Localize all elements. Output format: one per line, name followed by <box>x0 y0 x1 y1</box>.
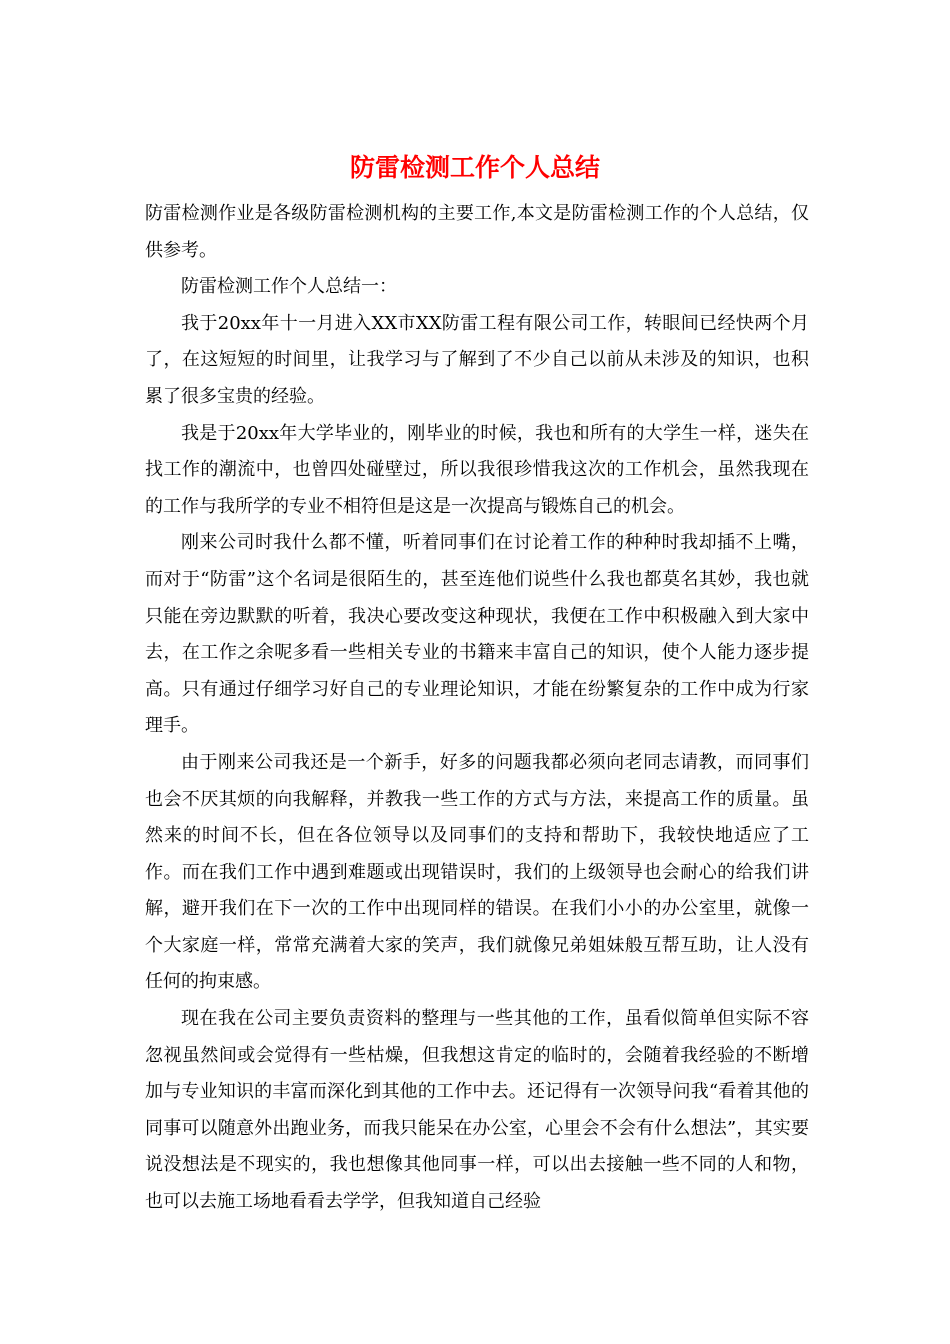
section-heading: 防雷检测工作个人总结一： <box>181 276 397 298</box>
body-paragraph: 我是于20xx年大学毕业的，刚毕业的时候，我也和所有的大学生一样，迷失在找工作的潮流中，也曾四处碰壁过，所以我很珍惜我这次的工作机会，虽然我现在的工作与我所学的专业不相符但是这是一次提高与锻炼自己的机会。 <box>145 422 809 517</box>
body-paragraph: 现在我在公司主要负责资料的整理与一些其他的工作，虽看似简单但实际不容忽视虽然间或会觉得有一些枯燥，但我想这肯定的临时的，会随着我经验的不断增加与专业知识的丰富而深化到其他的工作中去。还记得有一次领导问我“看着其他的同事可以随意外出跑业务，而我只能呆在办公室，心里会不会有什么想法”，其实要说没想法是不现实的，我也想像其他同事一样，可以出去接触一些不同的人和物，也可以去施工场地看看去学学，但我知道自己经验 <box>145 1008 809 1213</box>
document-body <box>145 196 809 1221</box>
body-paragraph: 刚来公司时我什么都不懂，听着同事们在讨论着工作的种种时我却插不上嘴，而对于“防雷”这个名词是很陌生的，甚至连他们说些什么我也都莫名其妙，我也就只能在旁边默默的听着，我决心要改变这种现状，我便在工作中积极融入到大家中去，在工作之余呢多看一些相关专业的书籍来丰富自己的知识，使个人能力逐步提高。只有通过仔细学习好自己的专业理论知识，才能在纷繁复杂的工作中成为行家理手。 <box>145 532 809 737</box>
intro-paragraph: 防雷检测作业是各级防雷检测机构的主要工作,本文是防雷检测工作的个人总结，仅供参考。 <box>145 203 809 261</box>
body-paragraph: 我于20xx年十一月进入XX市XX防雷工程有限公司工作，转眼间已经快两个月了，在这短短的时间里，让我学习与了解到了不少自己以前从未涉及的知识，也积累了很多宝贵的经验。 <box>145 312 809 407</box>
body-paragraph: 由于刚来公司我还是一个新手，好多的问题我都必须向老同志请教，而同事们也会不厌其烦的向我解释，并教我一些工作的方式与方法，来提高工作的质量。虽然来的时间不长，但在各位领导以及同事们的支持和帮助下，我较快地适应了工作。而在我们工作中遇到难题或出现错误时，我们的上级领导也会耐心的给我们讲解，避开我们在下一次的工作中出现同样的错误。在我们小小的办公室里，就像一个大家庭一样，常常充满着大家的笑声，我们就像兄弟姐妹般互帮互助，让人没有任何的拘束感。 <box>145 751 809 993</box>
document-title: 防雷检测工作个人总结 <box>349 153 600 182</box>
